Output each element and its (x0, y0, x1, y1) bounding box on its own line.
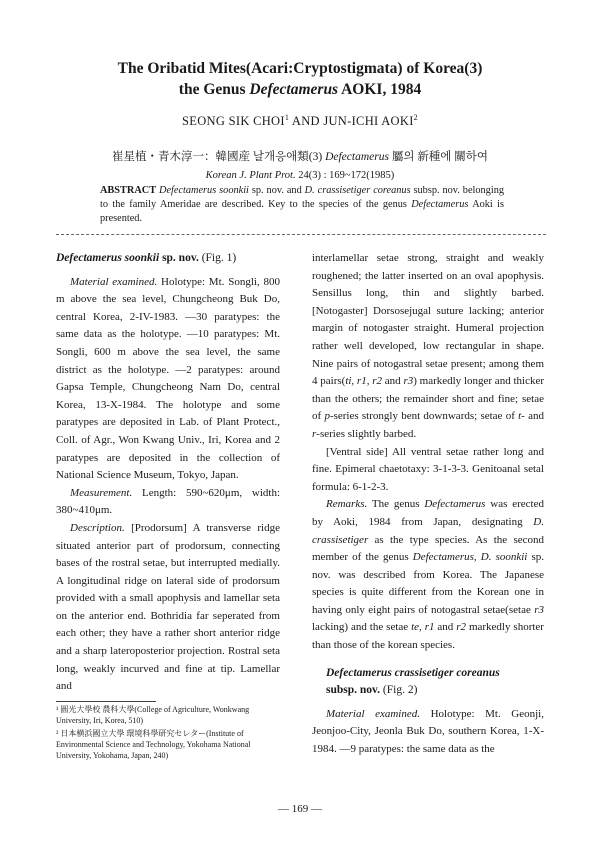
footnote-2: ² 日本横浜國立大學 環境科學研究セレター(Institute of Environmental Science and Technology, Yokohama National University, Yokohama, Japan, 240) (56, 729, 251, 760)
paragraph-material-examined-2: Material examined. Holotype: Mt. Geonji, Jeonjoo-City, Jeonla Buk Do, southern Korea, 1-X-1984. —9 paratypes: the same data as the (312, 707, 544, 756)
left-column (56, 250, 280, 696)
title-line-1: The Oribatid Mites(Acari:Cryptostigmata) of Korea(3) (117, 60, 483, 77)
japanese-title: 崔星植・青木淳一：韓國産 날개응애類(3) Defectamerus 屬의 新種에 關하여 (111, 151, 489, 163)
page-number: — 169 — (278, 803, 322, 815)
paragraph-remarks: Remarks. The genus Defectamerus was erected by Aoki, 1984 from Japan, designating D. crassisetiger as the type species. As the second member of the genus Defectamerus, D. soonkii sp. nov. was described from Korea. The Japanese species is quite different from the Korean one in having only eight pairs of notogastral setae(setae r3 lacking) and the setae te, r1 and r2 markedly shorter than those of the korean species. (312, 498, 545, 652)
paragraph-description: Description. [Prodorsum] A transverse ridge situated anterior part of prodorsum, connecting bases of the rostral setae, but interrupted medially. A longitudinal ridge on lateral side of prodorsum provided with a small apophysis and lamellar seta on the anterior end. Bothridia far seperated from each other; they have a rather short anterior ridge and a sharp lateroposterior projection. Rostral seta long, weakly incurved and fine at tip. Lamellar and (56, 521, 280, 693)
section-heading-soonkii: Defectamerus soonkii sp. nov. (Fig. 1) (56, 252, 237, 264)
abstract: ABSTRACT Defectamerus soonkii sp. nov. and D. crassisetiger coreanus subsp. nov. belonging to the family Ameridae are described. Key to the species of the genus Defectamerus Aoki is presented. (100, 185, 505, 224)
paragraph-ventral-side: [Ventral side] All ventral setae rather long and fine. Epimeral chaetotaxy: 3-1-3-3. Genitoanal setal formula: 6-1-2-3. (312, 445, 544, 493)
right-column (312, 250, 544, 759)
footnote-divider (56, 701, 156, 702)
section-heading-coreanus: Defectamerus crassisetiger coreanus subsp. nov. (Fig. 2) (326, 666, 500, 697)
authors: SEONG SIK CHOI$^1$ AND JUN-ICHI AOKI$^2$ (182, 113, 418, 129)
paragraph-material-examined: Material examined. Holotype: Mt. Songli, 800 m above the sea level, Chungcheong Buk Do, central Korea, 2-IV-1983. —30 paratypes: the same data as the holotype. —10 paratypes: Mt. Songli, 600 m above the sea level, the same district as the holotype. —2 paratypes: around Gapsa Temple, Chungcheong Nam Do, central Korea, 13-X-1984. The holotype and some paratypes are deposited in Lab. of Plant Protect., Coll. of Agr., Won Kwang Univ., Iri, Korea and 2 paratypes are deposited in the collection of National Science Museum, Tokyo, Japan. (56, 275, 280, 482)
title-line-2: the Genus Defectamerus AOKI, 1984 (178, 81, 422, 98)
journal-citation: Korean J. Plant Prot. 24(3) : 169~172(1985) (205, 170, 395, 181)
genus-name: Defectamerus (249, 81, 339, 98)
abstract-divider (56, 234, 546, 235)
paragraph-notogaster: interlamellar setae strong, straight and weakly roughened; the latter inserted on an oval apophysis. Sensillus long, thin and slightly barbed. [Notogaster] Dorsosejugal suture lacking; anterior margin of notogaster straight. Humeral projection rather well developed, low rectangular in shape. Nine pairs of notogastral setae present; among them 4 pairs(ti, r1, r2 and r3) markedly longer and thicker than the others; the remainder short and fine; setae of p-series strongly bent downwards; setae of t- and r-series slightly barbed. (312, 252, 545, 440)
paragraph-measurement: Measurement. Length: 590~620μm, width: 380~410μm. (56, 486, 280, 517)
footnote-1: ¹ 圓光大學校 農科大學(College of Agriculture, Wonkwang University, Iri, Korea, 510) (56, 705, 250, 725)
